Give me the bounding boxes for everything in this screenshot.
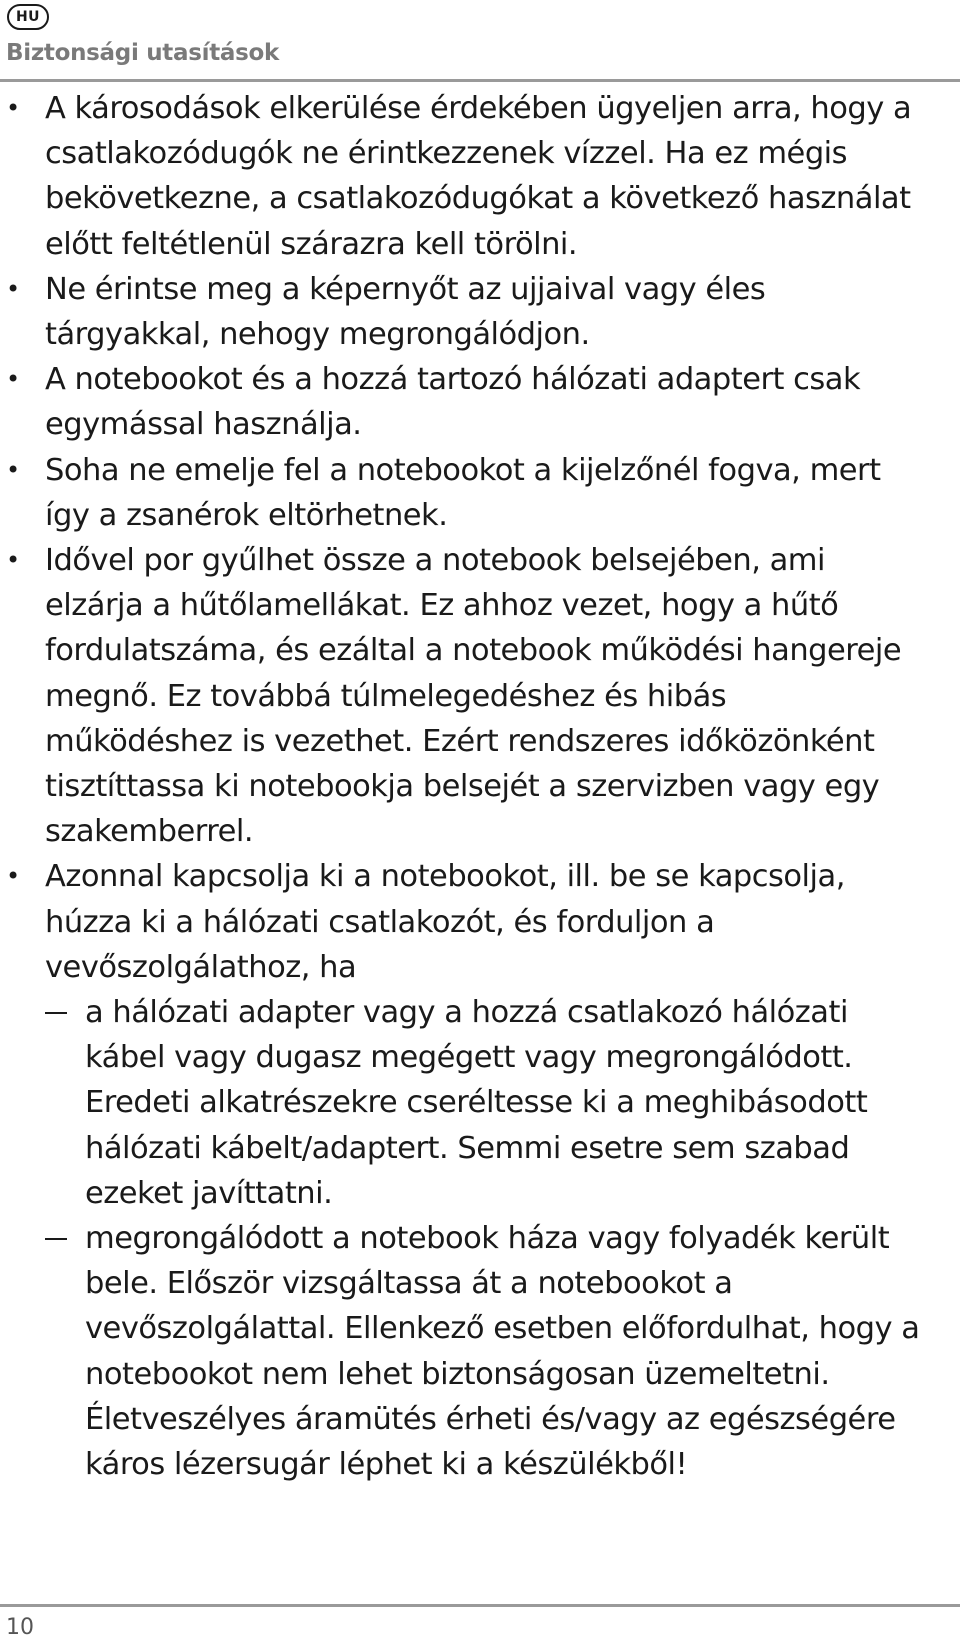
bullet-icon: • [6, 94, 20, 122]
bullet-icon: • [6, 546, 20, 575]
section-title: Biztonsági utasítások [6, 40, 280, 66]
sub-list-item [0, 1216, 960, 1487]
list-item [0, 448, 960, 538]
list-item [0, 538, 960, 854]
list-item-text: A notebookot és a hozzá tartozó hálózati adaptert csak egymással használja. [45, 362, 861, 443]
dash-icon [45, 1238, 67, 1240]
list-item-text: Ne érintse meg a képernyőt az ujjaival vagy éles tárgyakkal, nehogy megrongálódjon. [45, 271, 766, 353]
list-item-text: Soha ne emelje fel a notebookot a kijelzőnél fogva, mert így a zsanérok eltörhetnek. [45, 452, 881, 533]
sub-list-item-text: megrongálódott a notebook háza vagy folyadék került bele. Először vizsgáltassa át a notebookot a vevőszolgálattal. Ellenkező esetben előfordulhat, hogy a notebookot nem lehet biztonságosan üzemeltetni. Életveszélyes áramütés érheti és/vagy az egészségére káros lézersugár léphet ki a készülékből! [85, 1221, 920, 1483]
dash-icon [45, 1012, 67, 1014]
sub-list-item-text: a hálózati adapter vagy a hozzá csatlakozó hálózati kábel vagy dugasz megégett vagy megrongálódott. Eredeti alkatrészekre cseréltesse ki a meghibásodott hálózati kábelt/adaptert. Semmi esetre sem szabad ezeket javíttatni. [85, 995, 868, 1211]
page-number: 10 [6, 1615, 34, 1640]
language-badge: HU [7, 4, 49, 30]
sub-list-item [0, 990, 960, 1216]
bullet-icon: • [6, 274, 20, 303]
footer-divider [0, 1604, 960, 1607]
bullet-icon: • [6, 862, 20, 891]
list-item-text: Azonnal kapcsolja ki a notebookot, ill. be se kapcsolja, húzza ki a hálózati csatlakozót, és forduljon a vevőszolgálathoz, ha [45, 859, 845, 985]
bullet-icon: • [6, 365, 20, 394]
bullet-icon: • [6, 455, 20, 484]
list-item [0, 86, 960, 267]
list-item [0, 357, 960, 447]
list-item [0, 267, 960, 357]
header-divider [0, 79, 960, 82]
list-item [0, 854, 960, 990]
list-item-text: A károsodások elkerülése érdekében ügyeljen arra, hogy a csatlakozódugók ne érintkezzenek vízzel. Ha ez mégis bekövetkezne, a csatlakozódugókat a következő használat előtt feltétlenül szárazra kell törölni. [45, 91, 912, 262]
list-item-text: Idővel por gyűlhet össze a notebook belsejében, ami elzárja a hűtőlamellákat. Ez ahhoz vezet, hogy a hűtő fordulatszáma, és ezáltal a notebook működési hangereje megnő. Ez továbbá túlmelegedéshez és hibás működéshez is vezethet. Ezért rendszeres időközönként tisztíttassa ki notebookja belsejét a szervizben vagy egy szakemberrel. [45, 543, 902, 850]
safety-instructions-list [0, 86, 960, 1487]
